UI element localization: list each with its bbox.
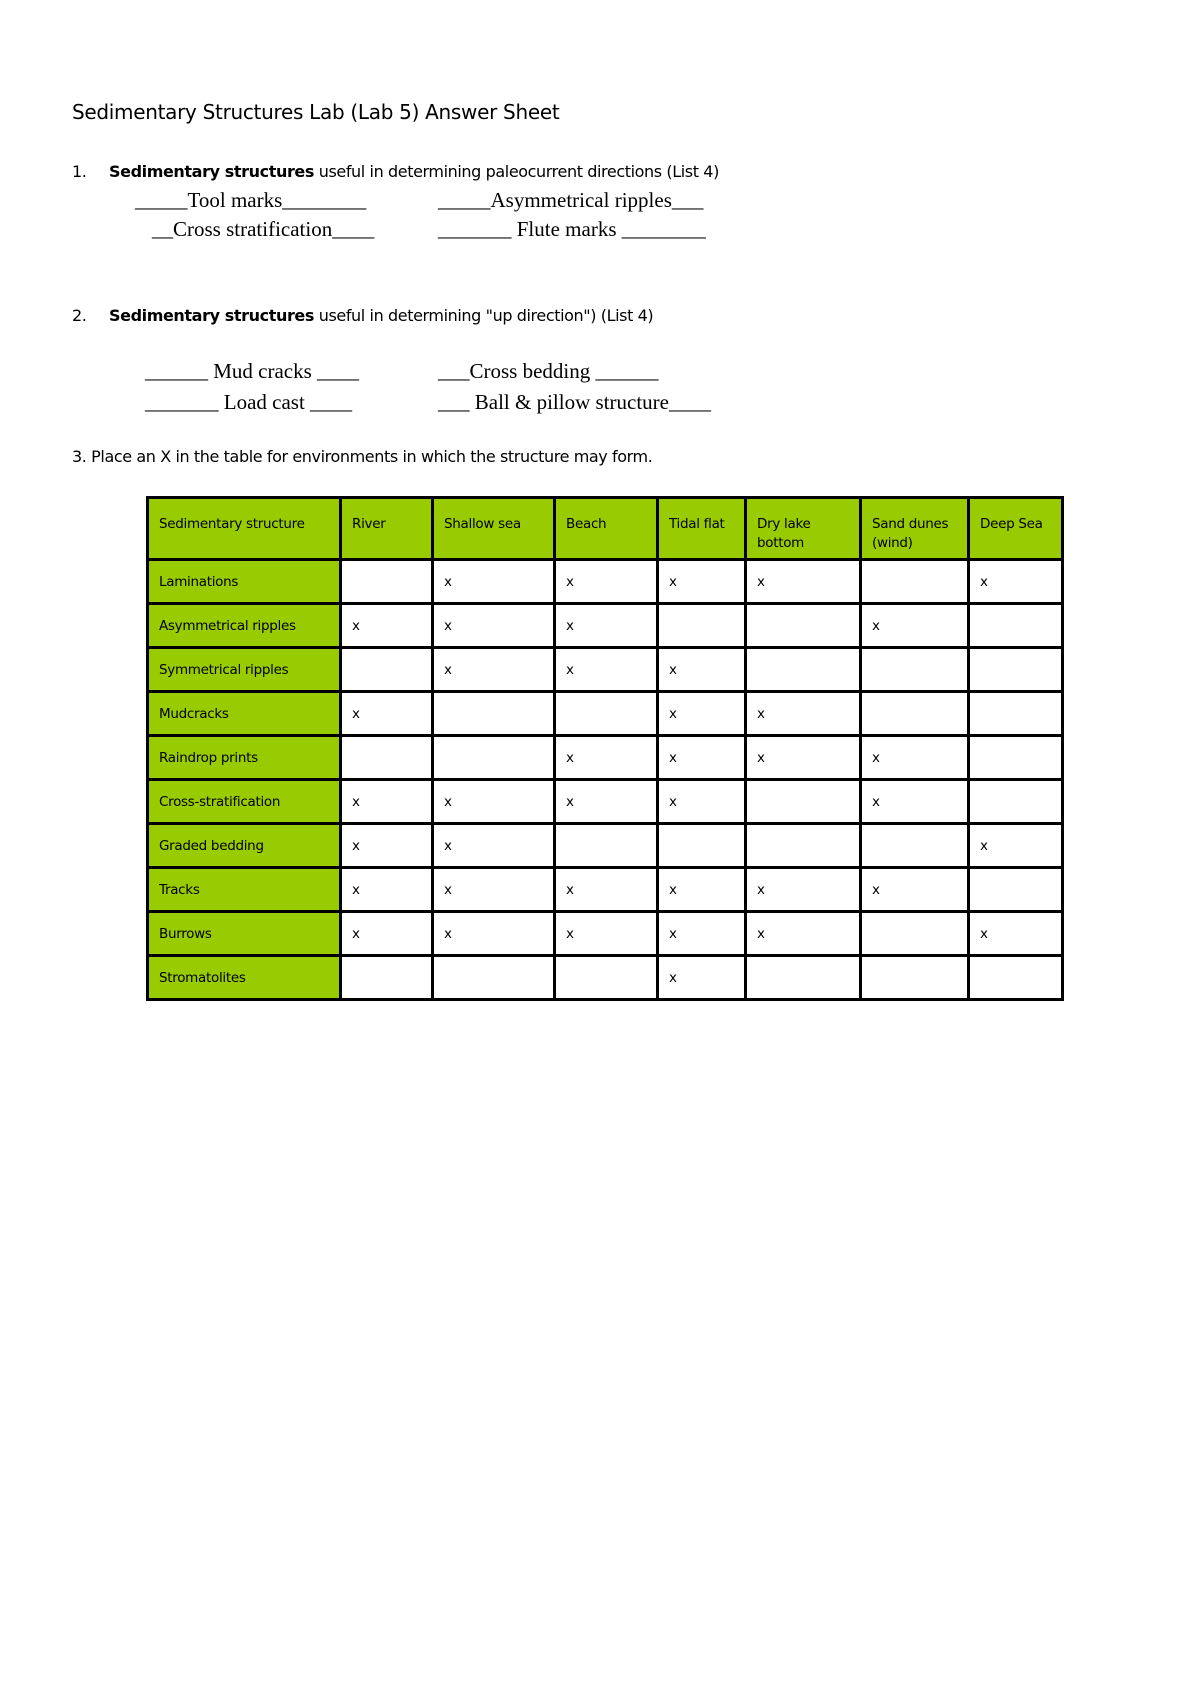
- table-cell: [861, 560, 969, 604]
- table-cell: [861, 956, 969, 1000]
- table-cell: x: [433, 912, 555, 956]
- table-cell: x: [555, 868, 658, 912]
- table-cell: x: [555, 780, 658, 824]
- table-cell: [969, 692, 1063, 736]
- table-cell: x: [969, 560, 1063, 604]
- table-row: [148, 956, 1063, 1000]
- table-cell: [746, 780, 861, 824]
- table-row: [148, 648, 1063, 692]
- question-2-text: useful in determining "up direction") (List 4): [314, 306, 654, 325]
- table-cell: x: [658, 560, 746, 604]
- table-cell: x: [658, 692, 746, 736]
- environment-table: [146, 496, 1064, 1001]
- row-label: Raindrop prints: [148, 736, 341, 780]
- table-cell: [746, 648, 861, 692]
- question-2: [72, 306, 653, 325]
- table-row: [148, 692, 1063, 736]
- table-cell: x: [555, 560, 658, 604]
- header-cell: Sand dunes (wind): [861, 498, 969, 560]
- table-cell: x: [341, 780, 433, 824]
- question-2-bold: Sedimentary structures: [109, 306, 315, 325]
- table-row: [148, 868, 1063, 912]
- table-cell: x: [746, 868, 861, 912]
- row-label: Laminations: [148, 560, 341, 604]
- table-row: [148, 736, 1063, 780]
- q1-answer-4: _______ Flute marks ________: [438, 217, 706, 241]
- table-cell: x: [341, 604, 433, 648]
- table-cell: [658, 604, 746, 648]
- page-title: Sedimentary Structures Lab (Lab 5) Answer Sheet: [72, 100, 560, 124]
- header-cell: Deep Sea: [969, 498, 1063, 560]
- table-cell: x: [746, 692, 861, 736]
- table-cell: x: [555, 912, 658, 956]
- row-label: Asymmetrical ripples: [148, 604, 341, 648]
- row-label: Symmetrical ripples: [148, 648, 341, 692]
- question-2-number: 2.: [72, 306, 87, 325]
- table-cell: x: [555, 604, 658, 648]
- table-cell: [969, 956, 1063, 1000]
- table-cell: x: [555, 648, 658, 692]
- table-cell: [861, 648, 969, 692]
- table-cell: x: [433, 780, 555, 824]
- table-body: [148, 560, 1063, 1000]
- table-cell: [969, 604, 1063, 648]
- table-cell: x: [341, 824, 433, 868]
- table-cell: x: [433, 604, 555, 648]
- table-cell: [658, 824, 746, 868]
- table-cell: x: [861, 736, 969, 780]
- q2-answer-3: _______ Load cast ____: [145, 390, 353, 414]
- question-1: [72, 162, 719, 181]
- table-cell: x: [658, 736, 746, 780]
- table-row: [148, 824, 1063, 868]
- header-cell: Beach: [555, 498, 658, 560]
- table-cell: [341, 736, 433, 780]
- table-cell: [746, 956, 861, 1000]
- table-cell: x: [433, 824, 555, 868]
- table-cell: x: [658, 868, 746, 912]
- table-cell: x: [861, 604, 969, 648]
- header-cell: Shallow sea: [433, 498, 555, 560]
- table-cell: [433, 692, 555, 736]
- table-cell: [341, 648, 433, 692]
- row-label: Stromatolites: [148, 956, 341, 1000]
- table-cell: [861, 824, 969, 868]
- table-cell: x: [746, 912, 861, 956]
- table-row: [148, 560, 1063, 604]
- table-cell: x: [969, 912, 1063, 956]
- table-cell: [341, 956, 433, 1000]
- table-cell: [969, 736, 1063, 780]
- table-header-row: [148, 498, 1063, 560]
- question-1-text: useful in determining paleocurrent directions (List 4): [314, 162, 719, 181]
- table-cell: x: [969, 824, 1063, 868]
- table-cell: x: [658, 648, 746, 692]
- table-row: [148, 604, 1063, 648]
- table-cell: [746, 604, 861, 648]
- table-cell: x: [433, 648, 555, 692]
- table-cell: x: [658, 780, 746, 824]
- row-label: Burrows: [148, 912, 341, 956]
- question-3: 3. Place an X in the table for environments in which the structure may form.: [72, 447, 653, 466]
- row-label: Mudcracks: [148, 692, 341, 736]
- question-1-number: 1.: [72, 162, 87, 181]
- table-cell: x: [433, 868, 555, 912]
- q1-answer-1: _____Tool marks________: [135, 188, 367, 212]
- q2-answer-2: ___Cross bedding ______: [438, 359, 659, 383]
- table-cell: x: [861, 780, 969, 824]
- table-cell: x: [658, 956, 746, 1000]
- table-cell: x: [555, 736, 658, 780]
- table-row: [148, 780, 1063, 824]
- table-cell: [861, 692, 969, 736]
- table-cell: [433, 736, 555, 780]
- table-cell: [746, 824, 861, 868]
- q1-answer-3: __Cross stratification____: [152, 217, 375, 241]
- table-cell: [555, 824, 658, 868]
- table-cell: x: [861, 868, 969, 912]
- table-cell: [555, 956, 658, 1000]
- table-cell: x: [658, 912, 746, 956]
- table-cell: x: [341, 692, 433, 736]
- table-cell: x: [746, 736, 861, 780]
- table-cell: x: [433, 560, 555, 604]
- question-1-bold: Sedimentary structures: [109, 162, 315, 181]
- table-cell: [969, 648, 1063, 692]
- table-cell: [969, 868, 1063, 912]
- header-cell: Sedimentary structure: [148, 498, 341, 560]
- table-row: [148, 912, 1063, 956]
- q2-answer-1: ______ Mud cracks ____: [145, 359, 360, 383]
- row-label: Graded bedding: [148, 824, 341, 868]
- table-cell: [555, 692, 658, 736]
- header-cell: Dry lake bottom: [746, 498, 861, 560]
- header-cell: Tidal flat: [658, 498, 746, 560]
- row-label: Tracks: [148, 868, 341, 912]
- row-label: Cross-stratification: [148, 780, 341, 824]
- table-cell: [861, 912, 969, 956]
- q2-answer-4: ___ Ball & pillow structure____: [438, 390, 711, 414]
- table-cell: [969, 780, 1063, 824]
- header-cell: River: [341, 498, 433, 560]
- table-cell: [433, 956, 555, 1000]
- table-cell: x: [746, 560, 861, 604]
- q1-answer-2: _____Asymmetrical ripples___: [438, 188, 704, 212]
- table-cell: x: [341, 912, 433, 956]
- table-cell: [341, 560, 433, 604]
- table-cell: x: [341, 868, 433, 912]
